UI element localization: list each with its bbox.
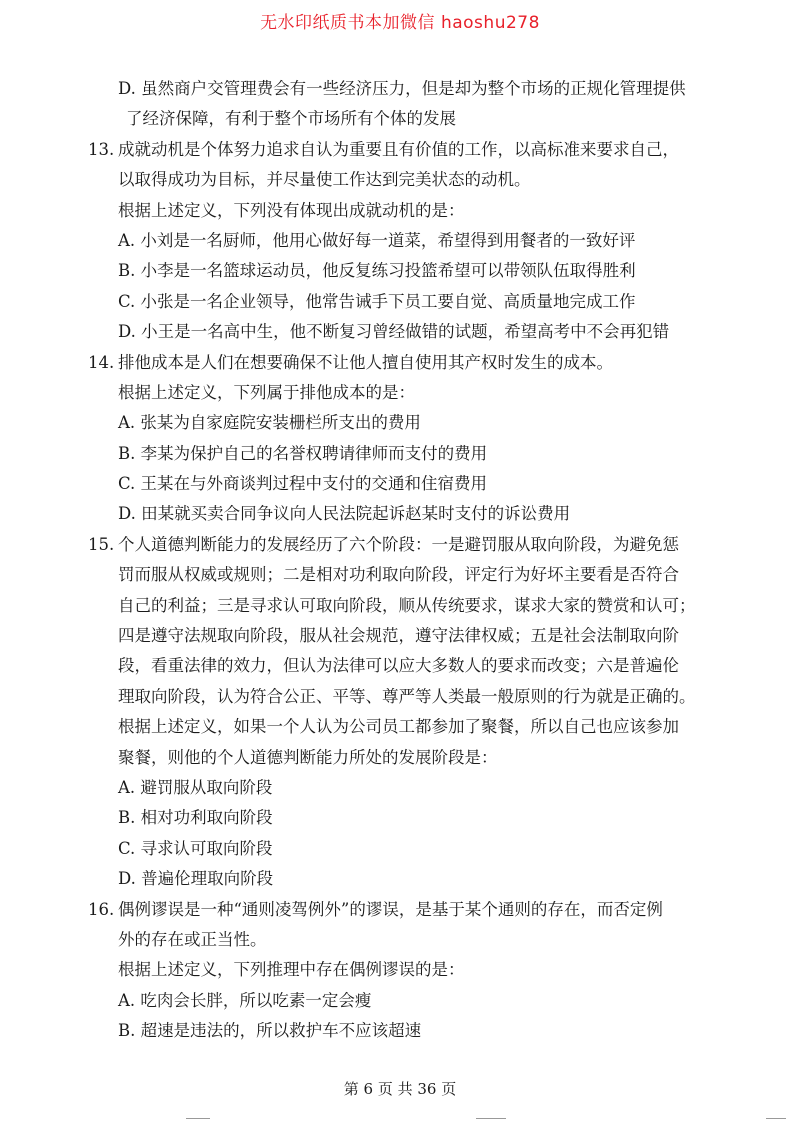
scan-mark [766,1118,786,1119]
question-line [88,348,728,378]
text-line [88,682,728,712]
line-text: B. 相对功利取向阶段 [118,808,273,828]
text-line [88,834,728,864]
line-text: 根据上述定义，如果一个人认为公司员工都参加了聚餐，所以自己也应该参加 [118,717,679,737]
line-text: B. 小李是一名篮球运动员，他反复练习投篮希望可以带领队伍取得胜利 [118,261,636,281]
text-line [88,165,728,195]
question-number: 14. [88,352,115,372]
line-text: A. 避罚服从取向阶段 [118,777,273,797]
scan-mark [186,1118,210,1119]
text-line [88,196,728,226]
question-line [88,530,728,560]
text-line [88,104,728,134]
question-line [88,135,728,165]
line-text: 排他成本是人们在想要确保不让他人擅自使用其产权时发生的成本。 [118,352,613,372]
text-line [88,287,728,317]
line-text: 自己的利益；三是寻求认可取向阶段，顺从传统要求，谋求大家的赞赏和认可； [118,595,696,615]
text-line [88,499,728,529]
line-text: B. 李某为保护自己的名誉权聘请律师而支付的费用 [118,443,488,463]
line-text: 段，看重法律的效力，但认为法律可以应大多数人的要求而改变；六是普遍伦 [118,656,679,676]
text-line [88,621,728,651]
line-text: 个人道德判断能力的发展经历了六个阶段：一是避罚服从取向阶段，为避免惩 [118,534,679,554]
text-line [88,560,728,590]
text-line [88,955,728,985]
text-line [88,74,728,104]
question-line [88,895,728,925]
text-line [88,712,728,742]
text-line [88,439,728,469]
text-line [88,591,728,621]
line-text: B. 超速是违法的，所以救护车不应该超速 [118,1021,422,1041]
question-number: 16. [88,899,115,919]
text-line [88,378,728,408]
line-text: 成就动机是个体努力追求自认为重要且有价值的工作，以高标准来要求自己， [118,139,679,159]
text-line [88,651,728,681]
line-text: D. 田某就买卖合同争议向人民法院起诉赵某时支付的诉讼费用 [118,504,571,524]
line-text: 以取得成功为目标，并尽量使工作达到完美状态的动机。 [118,170,531,190]
text-line [88,256,728,286]
line-text: 聚餐，则他的个人道德判断能力所处的发展阶段是： [118,747,498,767]
line-text: C. 王某在与外商谈判过程中支付的交通和住宿费用 [118,474,488,494]
text-line [88,1016,728,1046]
text-line [88,773,728,803]
text-line [88,803,728,833]
text-line [88,925,728,955]
question-number: 15. [88,534,115,554]
line-text: 偶例谬误是一种“通则凌驾例外”的谬误，是基于某个通则的存在，而否定例 [118,899,663,919]
line-text: 外的存在或正当性。 [118,929,267,949]
line-text: D. 小王是一名高中生，他不断复习曾经做错的试题，希望高考中不会再犯错 [118,322,670,342]
line-text: 了经济保障，有利于整个市场所有个体的发展 [126,109,456,129]
line-text: 根据上述定义，下列推理中存在偶例谬误的是： [118,960,465,980]
line-text: D. 普遍伦理取向阶段 [118,869,274,889]
text-line [88,317,728,347]
line-text: 根据上述定义，下列属于排他成本的是： [118,382,415,402]
text-line [88,986,728,1016]
text-line [88,864,728,894]
page-body [88,74,728,1047]
text-line [88,743,728,773]
watermark-text: 无水印纸质书本加微信 haoshu278 [260,13,540,33]
line-text: C. 寻求认可取向阶段 [118,838,273,858]
text-line [88,469,728,499]
question-number: 13. [88,139,115,159]
text-line [88,226,728,256]
line-text: A. 张某为自家庭院安装栅栏所支出的费用 [118,413,421,433]
text-line [88,408,728,438]
page-footer: 第 6 页 共 36 页 [343,1080,457,1098]
line-text: C. 小张是一名企业领导，他常告诫手下员工要自觉、高质量地完成工作 [118,291,636,311]
line-text: D. 虽然商户交管理费会有一些经济压力，但是却为整个市场的正规化管理提供 [118,79,686,98]
line-text: 四是遵守法规取向阶段，服从社会规范，遵守法律权威；五是社会法制取向阶 [118,626,679,646]
line-text: 根据上述定义，下列没有体现出成就动机的是： [118,200,465,220]
line-text: A. 小刘是一名厨师，他用心做好每一道菜，希望得到用餐者的一致好评 [118,230,636,250]
line-text: 罚而服从权威或规则；二是相对功利取向阶段，评定行为好坏主要看是否符合 [118,565,679,585]
line-text: 理取向阶段，认为符合公正、平等、尊严等人类最一般原则的行为就是正确的。 [118,686,696,706]
line-text: A. 吃肉会长胖，所以吃素一定会瘦 [118,990,372,1010]
scan-mark [476,1118,506,1119]
